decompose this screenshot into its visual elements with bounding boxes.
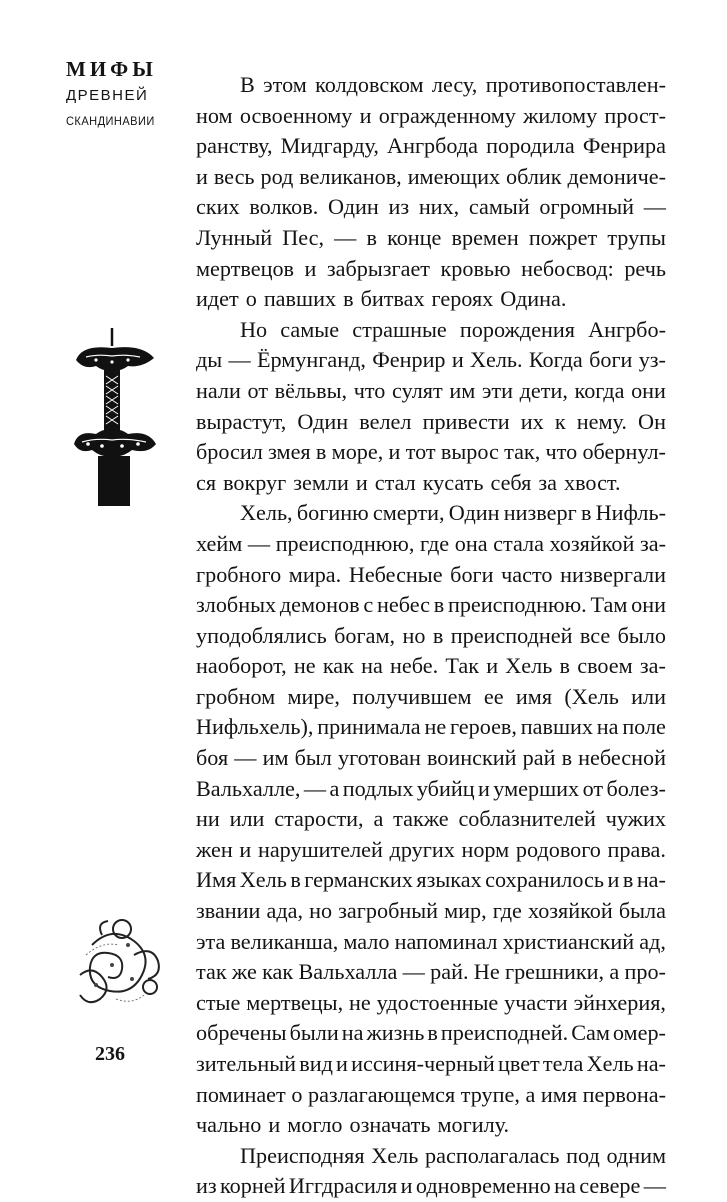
text-line: поминает о разлагающемся трупе, а имя первона-	[196, 1081, 666, 1107]
pillar-ornament-icon	[72, 326, 158, 510]
text-line: ранству, Мидгарду, Ангрбода породила Фенрира	[196, 133, 666, 159]
running-header	[66, 56, 176, 131]
text-line: Нифльхель), принимала не героев, павших на поле	[196, 714, 666, 740]
text-line: нали от вёльвы, что сулят им эти дети, когда они	[196, 377, 666, 403]
text-line: из корней Иггдрасиля и одновременно на севере —	[196, 1173, 666, 1199]
text-line: Имя Хель в германских языках сохранилось и в на-	[196, 867, 666, 893]
text-line: Хель, богиню смерти, Один низверг в Нифль-	[240, 500, 666, 526]
text-line: стые мертвецы, не удостоенные участи эйнхерия,	[196, 989, 666, 1015]
knotwork-ornament-icon	[72, 915, 164, 1011]
body-text	[196, 70, 666, 1202]
text-line: уподоблялись богам, но в преисподней все было	[196, 622, 666, 648]
text-line: так же как Вальхалла — рай. Не грешники, а про-	[196, 959, 666, 985]
text-line: наоборот, не как на небе. Так и Хель в своем за-	[196, 653, 666, 679]
text-line: В этом колдовском лесу, противопоставлен-	[240, 72, 666, 97]
series-subtitle-line-2: СКАНДИНАВИИ	[66, 114, 155, 128]
page-number: 236	[95, 1043, 125, 1065]
text-line: чально и могло означать могилу.	[196, 1112, 510, 1138]
text-line: гробном мире, получившем ее имя (Хель или	[196, 683, 666, 709]
series-subtitle-line-1: ДРЕВНЕЙ	[66, 87, 149, 104]
text-line: Преисподняя Хель располагалась под одним	[240, 1142, 666, 1168]
text-line: ни или старости, а также соблазнителей чужих	[196, 806, 666, 832]
text-line: ды — Ёрмунганд, Фенрир и Хель. Когда боги уз-	[196, 347, 666, 373]
text-line: злобных демонов с небес в преисподнюю. Там они	[196, 592, 666, 618]
text-line: обречены были на жизнь в преисподней. Сам омер-	[196, 1020, 666, 1046]
text-line: вырастут, Один велел привести их к нему. Он	[196, 408, 666, 434]
text-line: Но самые страшные порождения Ангрбо-	[240, 316, 666, 342]
text-line: зительный вид и иссиня-черный цвет тела Хель на-	[196, 1051, 666, 1076]
text-line: мертвецов и забрызгает кровью небосвод: речь	[196, 255, 666, 281]
text-line: ских волков. Один из них, самый огромный —	[196, 194, 666, 220]
text-line: Вальхалле, — а подлых убийц и умерших от болез-	[196, 775, 666, 801]
text-line: хейм — преисподнюю, где она стала хозяйкой за-	[196, 530, 666, 556]
text-line: Лунный Пес, — в конце времен пожрет трупы	[196, 224, 666, 250]
text-line: звании ада, но загробный мир, где хозяйкой была	[196, 898, 666, 924]
text-line: ся вокруг земли и стал кусать себя за хвост.	[196, 469, 621, 495]
text-line: жен и нарушителей других норм родового права.	[196, 836, 666, 862]
text-line: и весь род великанов, имеющих облик демониче-	[196, 163, 666, 189]
series-title: МИФЫ	[66, 57, 157, 81]
text-line: ном освоенному и огражденному жилому прост-	[196, 102, 666, 128]
text-line: бросил змея в море, и тот вырос так, что обернул-	[196, 439, 666, 465]
text-line: эта великанша, мало напоминал христианский ад,	[196, 928, 666, 954]
text-line: боя — им был уготован воинский рай в небесной	[196, 745, 666, 771]
text-line: идет о павших в битвах героях Одина.	[196, 286, 567, 312]
text-line: гробного мира. Небесные боги часто низвергали	[196, 561, 666, 587]
